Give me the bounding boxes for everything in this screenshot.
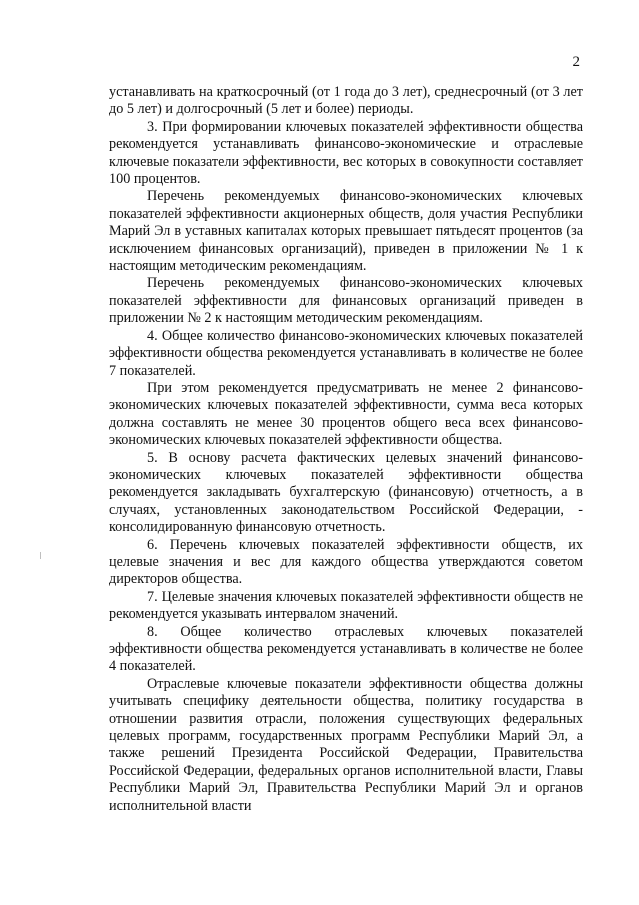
paragraph-item-5: 5. В основу расчета фактических целевых значений финансово-экономических ключевых показателей эффективности общества рекомендуется закладывать бухгалтерскую (финансовую) отчетность, а в случаях, установленных законодательством Российской Федерации, - консолидированную финансовую отчетность. [109,449,583,536]
paragraph-weight-rule: При этом рекомендуется предусматривать не менее 2 финансово-экономических ключевых показателей эффективности, сумма веса которых должна составлять не менее 30 процентов общего веса всех финансово-экономических ключевых показателей эффективности общества. [109,379,583,449]
paragraph-item-4: 4. Общее количество финансово-экономических ключевых показателей эффективности общества рекомендуется устанавливать в количестве не более 7 показателей. [109,327,583,379]
paragraph-appendix-2: Перечень рекомендуемых финансово-экономических ключевых показателей эффективности для финансовых организаций приведен в приложении № 2 к настоящим методическим рекомендациям. [109,275,583,327]
paragraph-item-8: 8. Общее количество отраслевых ключевых показателей эффективности общества рекомендуется устанавливать в количестве не более 4 показателей. [109,623,583,675]
document-body [109,84,583,815]
paragraph-continuation: устанавливать на краткосрочный (от 1 года до 3 лет), среднесрочный (от 3 лет до 5 лет) и долгосрочный (5 лет и более) периоды. [109,84,583,118]
paragraph-item-7: 7. Целевые значения ключевых показателей эффективности обществ не рекомендуется указывать интервалом значений. [109,588,583,623]
paragraph-item-6: 6. Перечень ключевых показателей эффективности обществ, их целевые значения и вес для каждого общества утверждаются советом директоров общества. [109,536,583,588]
paragraph-appendix-1: Перечень рекомендуемых финансово-экономических ключевых показателей эффективности акционерных обществ, доля участия Республики Марий Эл в уставных капиталах которых превышает пятьдесят процентов (за исключением финансовых организаций), приведен в приложении № 1 к настоящим методическим рекомендациям. [109,188,583,275]
paragraph-item-3: 3. При формировании ключевых показателей эффективности общества рекомендуется устанавливать финансово-экономические и отраслевые ключевые показатели эффективности, вес которых в совокупности составляет 100 процентов. [109,118,583,188]
paragraph-industry-kpi: Отраслевые ключевые показатели эффективности общества должны учитывать специфику деятельности общества, политику государства в отношении развития отрасли, положения существующих федеральных целевых программ, государственных программ Республики Марий Эл, а также решений Президента Российской Федерации, Правительства Российской Федерации, федеральных органов исполнительной власти, Главы Республики Марий Эл, Правительства Республики Марий Эл и органов исполнительной власти [109,675,583,814]
scan-margin-mark [40,552,41,559]
page-number: 2 [572,54,580,70]
